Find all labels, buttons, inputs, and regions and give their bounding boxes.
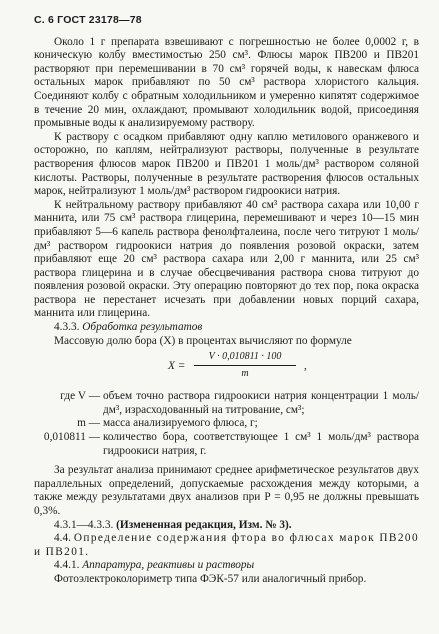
paragraph-result: За результат анализа принимают среднее арифметическое результатов двух параллельных определений, допускаемые расхождения между которыми, а также между результатами двух анализов при P = 0,95 не должны превышать 0,3%. [34,464,419,517]
amendment-text: (Измененная редакция, Изм. № 3). [116,518,292,531]
formula-definitions [34,390,419,458]
formula-fraction [194,350,296,380]
section-title: Аппаратура, реактивы и растворы [82,559,255,572]
formula-end: , [304,360,307,373]
paragraph-titration: К нейтральному раствору прибавляют 40 см³ раствора сахара или 10,00 г маннита, или 75 см³ раствора глицерина, перемешивают и через 10—15 мин прибавляют 5—6 капель раствора фенолфталеина, после чего титруют 1 моль/дм³ раствором гидроокиси натрия до появления розовой окраски, затем прибавляют еще 20 см³ раствора сахара или 2,00 г маннита, или 25 см³ раствора глицерина и в случае обесцвечивания раствора снова титруют до появления розовой окраски. Эту операцию повторяют до тех пор, пока окраска раствора не перестанет исчезать при добавлении новых порций сахара, маннита или глицерина. [34,198,419,320]
definition-text: количество бора, соответствующее 1 см³ 1 моль/дм³ раствора гидроокиси натрия, г. [103,431,419,457]
definition-row [34,390,419,417]
paragraph-sample-prep: Около 1 г препарата взвешивают с погрешностью не более 0,0002 г, в коническую колбу вместимостью 250 см³. Флюсы марок ПВ200 и ПВ201 растворяют при перемешивании в 70 см³ горячей воды, к навескам флюса остальных марок прибавляют по 50 см³ раствора хлористого кальция. Соединяют колбу с обратным холодильником и умеренно кипятят содержимое в течение 20 мин, охлаждают, промывают холодильник водой, присоединяя промывные воды к анализируемому раствору. [34,35,419,130]
paragraph-neutralization: К раствору с осадком прибавляют одну каплю метилового оранжевого и осторожно, по каплям, нейтрализуют растворы, полученные в результате растворения флюсов марок ПВ200 и ПВ201 1 моль/дм³ раствором соляной кислоты. Растворы, полученные в результате растворения флюсов остальных марок, нейтрализуют 1 моль/дм³ раствором гидроокиси натрия. [34,130,419,198]
section-title: Обработка результатов [82,321,203,334]
definition-row [34,417,419,431]
definition-text: объем точно раствора гидроокиси натрия концентрации 1 моль/дм³, израсходованный на титрование, см³; [103,390,419,416]
document-page [34,14,419,587]
amendment-number: 4.3.1—4.3.3. [54,518,114,531]
boron-formula [34,350,419,386]
section-4-4 [34,532,419,559]
definition-row [34,431,419,458]
formula-lhs: X = [168,360,186,373]
definition-symbol: где V — [60,390,100,403]
definition-symbol: 0,010811 — [43,431,100,444]
section-number: 4.4.1. [54,559,80,572]
paragraph-formula-intro: Массовую долю бора (X) в процентах вычисляют по формуле [54,334,352,347]
formula-numerator: V · 0,010811 · 100 [194,350,296,366]
section-4-3-3 [34,321,419,335]
page-header: С. 6 ГОСТ 23178—78 [34,14,142,26]
definition-symbol: m — [77,417,100,430]
formula-denominator: m [241,367,249,379]
definition-text: масса анализируемого флюса, г; [103,417,258,430]
section-4-4-1 [34,559,419,573]
amendment-note [34,519,419,533]
section-number: 4.3.3. [54,321,80,334]
section-title: Определение содержания фтора во флюсах марок ПВ200 и ПВ201. [34,532,419,558]
section-number: 4.4. [54,532,71,545]
paragraph-equipment: Фотоэлектроколориметр типа ФЭК-57 или аналогичный прибор. [54,572,367,585]
